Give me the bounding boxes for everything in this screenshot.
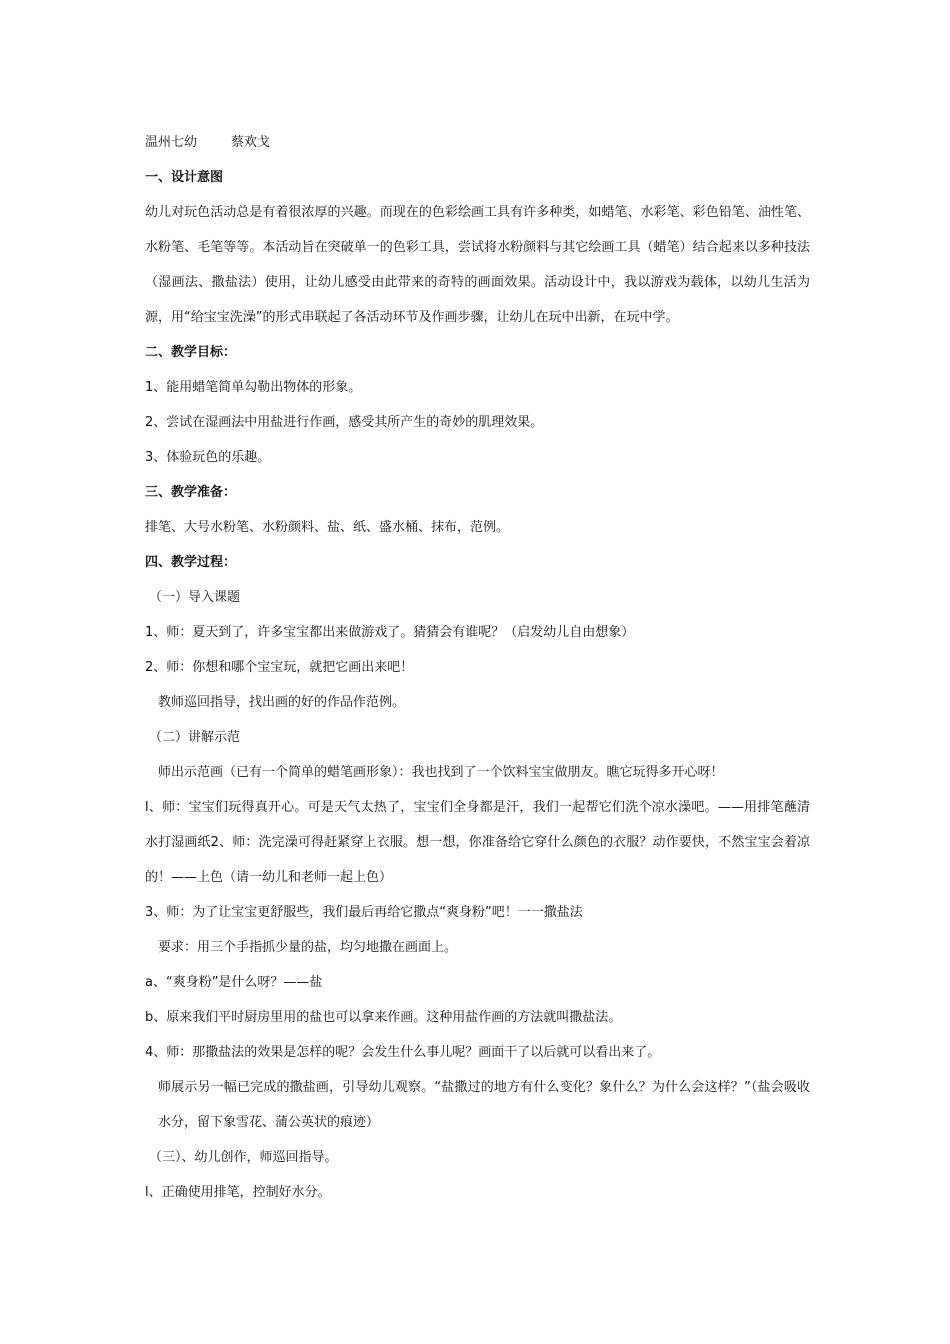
design-intent-paragraph: 幼儿对玩色活动总是有着很浓厚的兴趣。而现在的色彩绘画工具有许多种类，如蜡笔、水彩笔、彩色铅笔、油性笔、水粉笔、毛笔等等。本活动旨在突破单一的色彩工具，尝试将水粉颜料与其它绘画工具（蜡笔）结合起来以多种技法（湿画法、撒盐法）使用，让幼儿感受由此带来的奇特的画面效果。活动设计中，我以游戏为载体，以幼儿生活为源，用“给宝宝洗澡”的形式串联起了各活动环节及作画步骤，让幼儿在玩中出新，在玩中学。 (145, 205, 810, 325)
process-observation: 师展示另一幅已完成的撒盐画，引导幼儿观察。“盐撒过的地方有什么变化？象什么？为什么会这样？”（盐会吸收水分，留下象雪花、蒲公英状的痕迹） (158, 1080, 810, 1130)
process-step-4: 4、师：那撒盐法的效果是怎样的呢？会发生什么事儿呢？画面干了以后就可以看出来了。 (145, 1045, 661, 1060)
author-line (145, 125, 810, 160)
process-create-point-1: l、正确使用排笔，控制好水分。 (145, 1185, 331, 1200)
process-step-1: 1、师：夏天到了，许多宝宝都出来做游戏了。猜猜会有谁呢？（启发幼儿自由想象） (145, 625, 635, 640)
section-title-design-intent: 一、设计意图 (145, 170, 224, 185)
goal-item-3: 3、体验玩色的乐趣。 (145, 450, 271, 465)
process-step-2: 2、师：你想和哪个宝宝玩，就把它画出来吧！ (145, 660, 414, 675)
document-page (145, 125, 810, 1210)
section-title-prep: 三、教学准备： (145, 485, 237, 500)
process-demo-intro: 师出示范画（已有一个简单的蜡笔画形象）：我也找到了一个饮料宝宝做朋友。瞧它玩得多开心呀！ (158, 765, 724, 780)
school-name: 温州七幼 (145, 135, 198, 150)
process-point-b: b、原来我们平时厨房里用的盐也可以拿来作画。这种用盐作画的方法就叫撒盐法。 (145, 1010, 622, 1025)
process-subheading-intro: （一）导入课题 (149, 590, 241, 605)
process-demo-wash-and-color: l、师：宝宝们玩得真开心。可是天气太热了，宝宝们全身都是汗，我们一起帮它们洗个凉水澡吧。——用排笔蘸清水打湿画纸2、师：洗完澡可得赶紧穿上衣服。想一想，你准备给它穿什么颜色的衣服？动作要快，不然宝宝会着凉的！——上色（请一幼儿和老师一起上色） (145, 800, 810, 885)
process-subheading-demo: （二）讲解示范 (149, 730, 241, 745)
goal-item-2: 2、尝试在湿画法中用盐进行作画，感受其所产生的奇妙的肌理效果。 (145, 415, 544, 430)
section-title-process: 四、教学过程： (145, 555, 237, 570)
author-name: 蔡欢戈 (231, 135, 271, 150)
process-note-teacher-guidance: 教师巡回指导，找出画的好的作品作范例。 (158, 695, 406, 710)
process-requirement: 要求：用三个手指抓少量的盐，均匀地撒在画面上。 (158, 940, 458, 955)
goal-item-1: 1、能用蜡笔简单勾勒出物体的形象。 (145, 380, 362, 395)
process-point-a: a、“爽身粉”是什么呀？——盐 (145, 975, 323, 990)
prep-materials: 排笔、大号水粉笔、水粉颜料、盐、纸、盛水桶、抹布，范例。 (145, 520, 510, 535)
process-subheading-create: （三）、幼儿创作，师巡回指导。 (149, 1150, 338, 1165)
section-title-goals: 二、教学目标： (145, 345, 237, 360)
process-step-3: 3、师：为了让宝宝更舒服些，我们最后再给它撒点“爽身粉”吧！一一撒盐法 (145, 905, 583, 920)
